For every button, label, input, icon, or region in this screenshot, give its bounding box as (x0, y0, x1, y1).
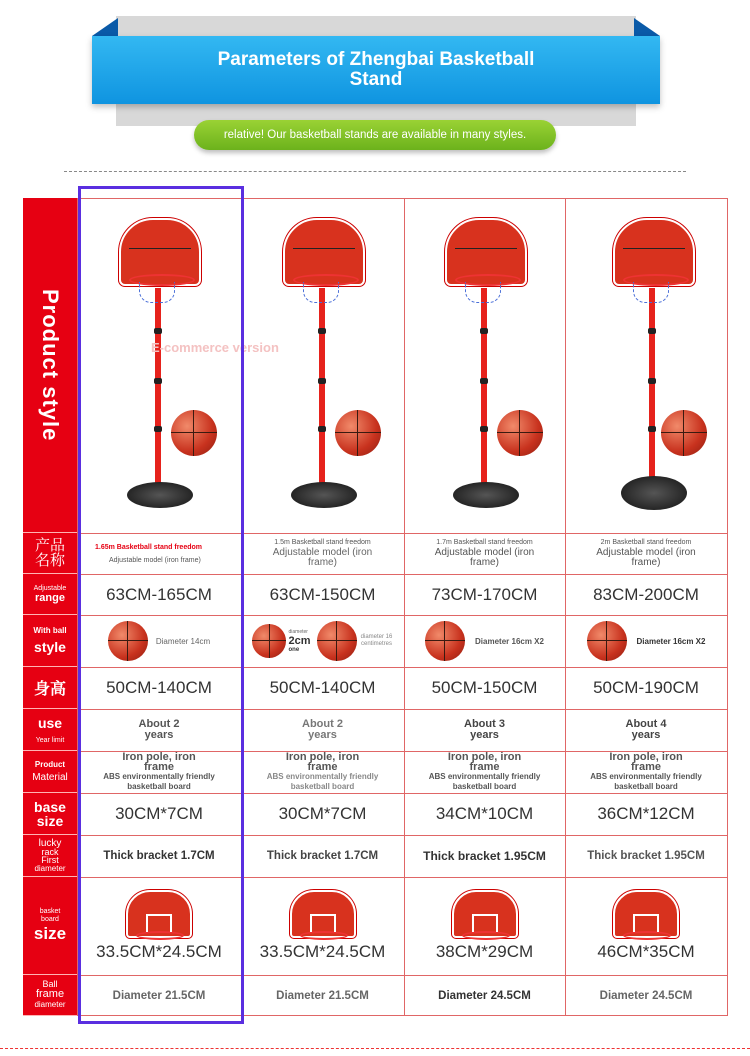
base-size-1: 30CM*7CM (115, 804, 203, 823)
divider (0, 1048, 750, 1049)
label-text: base (34, 798, 66, 815)
page-title: Parameters of Zhengbai Basketball Stand (217, 49, 535, 90)
frame-diameter-4: Diameter 24.5CM (599, 989, 693, 1002)
ball-desc: one (288, 647, 300, 653)
ball-desc: diameter 16 centimetres (360, 634, 393, 647)
adjustable-range-2: 63CM-150CM (269, 584, 376, 604)
product-name-line: Adjustable model (iron frame) (434, 547, 535, 568)
material-text: ABS environmentally friendly basketball board (266, 772, 379, 791)
ball-desc: diameter (288, 629, 308, 635)
product-name-line: Adjustable model (iron frame) (109, 556, 201, 564)
hoop-net (465, 282, 501, 303)
height-1: 50CM-140CM (106, 678, 212, 697)
label-text: 身高 (33, 681, 66, 698)
height-2: 50CM-140CM (269, 678, 376, 697)
label-base-size (23, 793, 77, 835)
backboard-icon (452, 890, 518, 938)
ball-style-2 (241, 615, 404, 667)
product-name-line: Adjustable model (iron frame) (596, 547, 696, 568)
stand-base (453, 482, 519, 508)
label-product-name (23, 533, 77, 574)
material-text: ABS environmentally friendly basketball board (428, 772, 541, 791)
use-4: About 4 years (625, 718, 667, 741)
stand-pole (481, 288, 487, 493)
board-size-2 (241, 877, 404, 975)
small-basketball-icon (252, 624, 286, 658)
product-image-3 (425, 218, 545, 528)
label-adjustable-range (23, 574, 77, 615)
label-text: diameter (34, 1000, 66, 1009)
stand-base (291, 482, 357, 508)
adjustable-range-3: 73CM-170CM (431, 584, 538, 604)
basketball-icon (317, 621, 357, 661)
label-text: Product (34, 760, 66, 769)
product-name-line: 1.7m Basketball stand freedom (436, 539, 533, 546)
label-board-size (23, 877, 77, 975)
board-size-text: 46CM*35CM (597, 942, 695, 961)
frame-diameter-3: Diameter 24.5CM (438, 989, 531, 1002)
bracket-4: Thick bracket 1.95CM (587, 850, 705, 862)
grid-line (727, 198, 728, 1016)
pole-knob (318, 426, 326, 432)
pole-knob (480, 328, 488, 334)
product-name-line: Adjustable model (iron frame) (272, 547, 373, 568)
board-size-3 (404, 877, 565, 975)
stand-base (621, 476, 687, 510)
material-text: Iron pole, iron frame (285, 751, 360, 773)
label-text: 产品名称 (34, 537, 65, 569)
product-name-3 (404, 533, 565, 574)
basketball (497, 410, 543, 456)
pole-knob (648, 426, 656, 432)
use-1: About 2 years (138, 718, 180, 741)
frame-diameter-1: Diameter 21.5CM (112, 989, 206, 1002)
label-text: basket (39, 907, 61, 915)
pole-knob (648, 328, 656, 334)
material-text: Iron pole, iron frame (447, 751, 522, 773)
ball-desc: Diameter 16cm X2 (475, 636, 544, 646)
use-2: About 2 years (302, 718, 343, 741)
material-4 (565, 751, 727, 793)
ball-desc: Diameter 16cm X2 (636, 636, 706, 646)
product-name-line: 1.65m Basketball stand freedom (95, 543, 202, 551)
label-height (23, 667, 77, 709)
material-text: ABS environmentally friendly basketball board (103, 772, 215, 791)
backboard-icon (613, 890, 679, 938)
label-text: Ball (42, 979, 58, 989)
frame-diameter-2: Diameter 21.5CM (276, 989, 369, 1002)
material-2 (241, 751, 404, 793)
label-ball-style (23, 615, 77, 667)
basketball (661, 410, 707, 456)
label-frame-diameter (23, 975, 77, 1016)
basketball (335, 410, 381, 456)
pole-knob (480, 378, 488, 384)
label-text: use (37, 715, 63, 731)
height-3: 50CM-150CM (431, 678, 538, 697)
material-text: Iron pole, iron frame (122, 751, 196, 773)
pole-knob (648, 378, 656, 384)
adjustable-range-4: 83CM-200CM (593, 584, 699, 604)
basketball-icon (587, 621, 627, 661)
ball-style-4 (565, 615, 727, 667)
board-size-text: 38CM*29CM (435, 942, 534, 961)
label-text: size (33, 923, 67, 943)
banner-fold-right (634, 18, 660, 36)
bracket-2: Thick bracket 1.7CM (266, 850, 379, 862)
material-text: Iron pole, iron frame (609, 751, 683, 773)
bracket-3: Thick bracket 1.95CM (423, 849, 546, 863)
basketball-icon (425, 621, 465, 661)
label-text: lucky (38, 837, 62, 849)
ball-style-3 (404, 615, 565, 667)
stand-pole (319, 288, 325, 493)
watermark: E-commerce version (151, 340, 279, 355)
label-text: frame (35, 988, 65, 1000)
use-3: About 3 years (464, 718, 505, 741)
subtitle-pill: relative! Our basketball stands are available in many styles. (194, 120, 556, 150)
base-size-2: 30CM*7CM (278, 804, 367, 823)
label-use (23, 709, 77, 751)
product-image-2 (263, 218, 383, 528)
label-product-style (23, 198, 77, 533)
board-size-text: 33.5CM*24.5CM (259, 942, 386, 961)
product-image-4 (593, 218, 713, 528)
height-4: 50CM-190CM (593, 678, 699, 697)
pole-knob (318, 328, 326, 334)
product-name-2 (241, 533, 404, 574)
label-text: rack (41, 846, 59, 857)
base-size-4: 36CM*12CM (597, 804, 695, 823)
stand-pole (649, 288, 655, 493)
label-text: Material (32, 772, 68, 783)
board-size-text: 33.5CM*24.5CM (96, 942, 222, 961)
ball-desc: 2cm (288, 635, 311, 647)
product-name-line: 1.5m Basketball stand freedom (274, 539, 371, 546)
product-name-4 (565, 533, 727, 574)
pole-knob (480, 426, 488, 432)
material-text: ABS environmentally friendly basketball board (590, 772, 702, 791)
bracket-1: Thick bracket 1.7CM (103, 850, 215, 862)
label-text: Adjustable (33, 584, 67, 592)
backboard-icon (290, 890, 356, 938)
label-text: First (41, 854, 59, 865)
hoop-net (633, 282, 669, 303)
ball-desc: Diameter 14cm (155, 636, 211, 646)
divider (64, 171, 686, 172)
selection-highlight (78, 186, 244, 1024)
pole-knob (318, 378, 326, 384)
ball-desc-small (288, 629, 310, 653)
label-lucky-rack (23, 835, 77, 877)
label-text: range (35, 591, 65, 604)
label-text: board (41, 915, 59, 923)
label-text: size (36, 812, 64, 829)
base-size-3: 34CM*10CM (435, 804, 534, 823)
title-banner (92, 36, 660, 104)
material-3 (404, 751, 565, 793)
hoop-net (303, 282, 339, 303)
label-text: Year limit (35, 737, 65, 744)
label-text: Product style (38, 288, 63, 442)
banner-fold-left (92, 18, 118, 36)
label-material (23, 751, 77, 793)
board-size-4 (565, 877, 727, 975)
label-text: diameter (34, 863, 66, 873)
label-text: style (34, 639, 66, 655)
label-text: With ball (33, 626, 67, 635)
product-name-line: 2m Basketball stand freedom (600, 539, 692, 546)
adjustable-range-1: 63CM-165CM (106, 584, 212, 604)
